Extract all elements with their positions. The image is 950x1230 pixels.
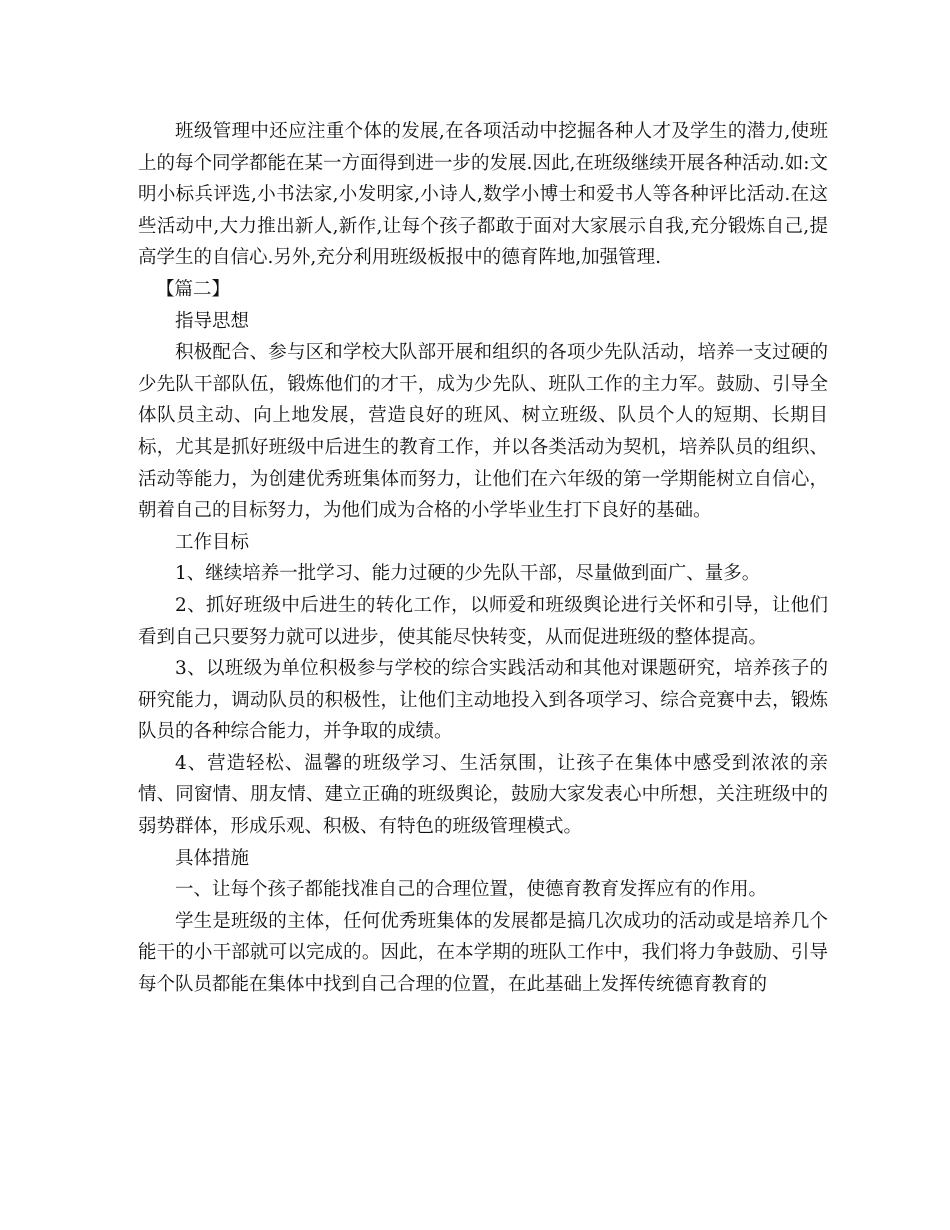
- paragraph-goal-3: 3、以班级为单位积极参与学校的综合实践活动和其他对课题研究，培养孩子的研究能力，调动队员的积极性，让他们主动地投入到各项学习、综合竞赛中去，锻炼队员的各种综合能力，并争取的成绩。: [138, 658, 828, 743]
- section-mark-part-two: 【篇二】: [156, 278, 231, 300]
- heading-work-goals: 工作目标: [175, 531, 250, 553]
- heading-guiding-ideology: 指导思想: [175, 310, 250, 332]
- paragraph-class-management: 班级管理中还应注重个体的发展,在各项活动中挖掘各种人才及学生的潜力,使班上的每个同学都能在某一方面得到进一步的发展.因此,在班级继续开展各种活动.如:文明小标兵评选,小书法家,小发明家,小诗人,数学小博士和爱书人等各种评比活动.在这些活动中,大力推出新人,新作,让每个孩子都敢于面对大家展示自我,充分锻炼自己,提高学生的自信心.另外,充分利用班级板报中的德育阵地,加强管理.: [138, 121, 828, 269]
- paragraph-measure-1-body: 学生是班级的主体，任何优秀班集体的发展都是搞几次成功的活动或是培养几个能干的小干部就可以完成的。因此，在本学期的班队工作中，我们将力争鼓励、引导每个队员都能在集体中找到自己合理的位置，在此基础上发挥传统德育教育的: [138, 910, 828, 996]
- paragraph-measure-1-title: 一、让每个孩子都能找准自己的合理位置，使德育教育发挥应有的作用。: [175, 879, 768, 901]
- heading-specific-measures: 具体措施: [175, 847, 250, 869]
- paragraph-goal-1: 1、继续培养一批学习、能力过硬的少先队干部，尽量做到面广、量多。: [175, 563, 761, 585]
- paragraph-guiding-ideology: 积极配合、参与区和学校大队部开展和组织的各项少先队活动，培养一支过硬的少先队干部队伍，锻炼他们的才干，成为少先队、班队工作的主力军。鼓励、引导全体队员主动、向上地发展，营造良好的班风、树立班级、队员个人的短期、长期目标，尤其是抓好班级中后进生的教育工作，并以各类活动为契机，培养队员的组织、活动等能力，为创建优秀班集体而努力，让他们在六年级的第一学期能树立自信心，朝着自己的目标努力，为他们成为合格的小学毕业生打下良好的基础。: [138, 342, 828, 522]
- paragraph-goal-4: 4、营造轻松、温馨的班级学习、生活氛围，让孩子在集体中感受到浓浓的亲情、同窗情、朋友情、建立正确的班级舆论，鼓励大家发表心中所想，关注班级中的弱势群体，形成乐观、积极、有特色的班级管理模式。: [138, 752, 828, 838]
- paragraph-goal-2: 2、抓好班级中后进生的转化工作，以师爱和班级舆论进行关怀和引导，让他们看到自己只要努力就可以进步，使其能尽快转变，从而促进班级的整体提高。: [138, 594, 828, 648]
- document-page: [138, 116, 828, 1001]
